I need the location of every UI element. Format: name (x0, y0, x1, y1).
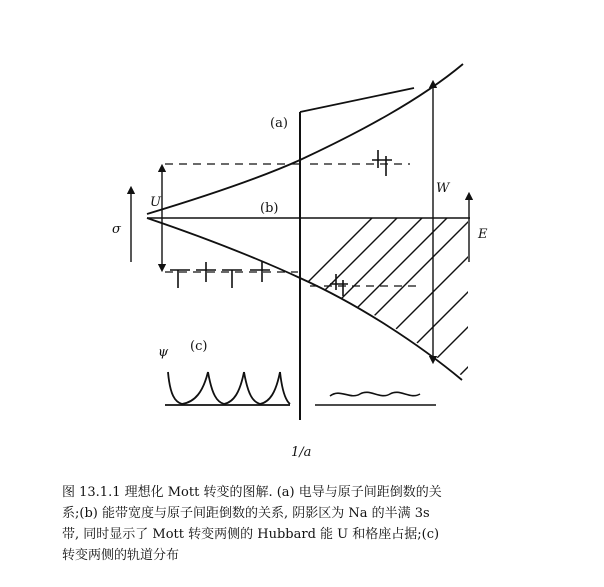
label-sigma: σ (112, 222, 121, 237)
band-lower-edge (147, 218, 462, 380)
spin-symbols-left (170, 262, 270, 288)
label-U: U (150, 195, 161, 210)
label-psi: ψ (158, 345, 169, 360)
label-W: W (436, 181, 450, 196)
label-E: E (478, 227, 488, 242)
label-b: (b) (260, 201, 279, 216)
caption-line-1: 图 13.1.1 理想化 Mott 转变的图解. (a) 电导与原子间距倒数的关 (62, 485, 442, 500)
caption-line-4: 转变两侧的轨道分布 (62, 548, 180, 563)
spin-symbols-right (330, 150, 392, 296)
label-c: (c) (190, 339, 208, 354)
orbital-left (165, 372, 290, 405)
label-x-axis: 1/a (291, 445, 312, 460)
caption-line-3: 带, 同时显示了 Mott 转变两侧的 Hubbard 能 U 和格座占据;(c) (62, 527, 440, 542)
half-filled-band-hatch (250, 190, 600, 385)
figure-caption (62, 482, 582, 566)
orbital-right (315, 392, 436, 405)
conductivity-curve (300, 88, 414, 112)
caption-line-2: 系;(b) 能带宽度与原子间距倒数的关系, 阴影区为 Na 的半满 3s (62, 506, 430, 521)
label-a: (a) (270, 116, 288, 131)
band-upper-edge (147, 64, 463, 214)
